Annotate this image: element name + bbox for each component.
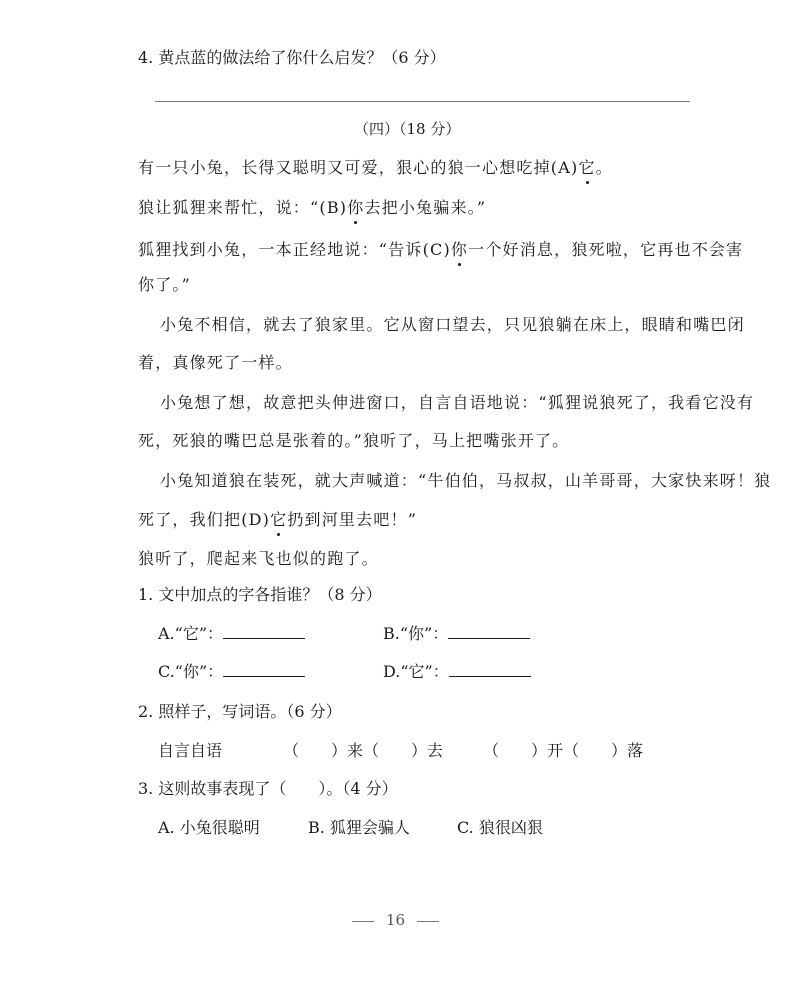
- text-segment: 有一只小兔，长得又聪明又可爱，狠心的狼一心想吃掉(A): [138, 158, 579, 177]
- question-2-prompt: 2. 照样子，写词语。（6 分）: [138, 702, 342, 721]
- story-paragraph-1: [138, 155, 613, 178]
- question-3-prompt: 3. 这则故事表现了（ ）。（4 分）: [138, 779, 398, 798]
- page-number-footer: [340, 911, 451, 929]
- option-label: D.“它”：: [383, 662, 449, 681]
- dotted-word-b: 你: [347, 195, 364, 218]
- section-divider: [155, 101, 690, 102]
- answer-blank-b[interactable]: [448, 624, 530, 639]
- text-segment: 狼让狐狸来帮忙，说：“(B): [138, 198, 348, 217]
- question-2-example: 自言自语: [158, 741, 223, 760]
- text-segment: 去把小兔骗来。”: [364, 198, 487, 217]
- question-3-option-c[interactable]: C. 狼很凶狠: [457, 818, 543, 837]
- story-paragraph-3-line-2: 你了。”: [138, 275, 191, 294]
- answer-blank-c[interactable]: [223, 662, 305, 677]
- question-4: 4. 黄点蓝的做法给了你什么启发？（6 分）: [138, 48, 446, 67]
- question-1-prompt: 1. 文中加点的字各指谁？（8 分）: [138, 585, 382, 604]
- dotted-word-a: 它: [578, 155, 595, 178]
- story-paragraph-5-line-2: 死，死狼的嘴巴总是张着的。”狼听了，马上把嘴张开了。: [138, 431, 570, 450]
- story-paragraph-5-line-1: 小兔想了想，故意把头伸进窗口，自言自语地说：“狐狸说狼死了，我看它没有: [160, 393, 755, 412]
- question-2-item-2[interactable]: （ ）开（ ）落: [483, 741, 644, 760]
- question-1-option-a: [158, 624, 305, 644]
- story-paragraph-2: [138, 195, 486, 218]
- text-segment: 一个好消息，狼死啦，它再也不会害: [468, 240, 744, 259]
- story-paragraph-3-line-1: [138, 237, 743, 260]
- text-segment: 扔到河里去吧！”: [287, 510, 418, 529]
- question-2-item-1[interactable]: （ ）来（ ）去: [283, 741, 444, 760]
- section-title: （四）（18 分）: [354, 120, 461, 138]
- story-paragraph-7: 狼听了，爬起来飞也似的跑了。: [138, 549, 379, 568]
- option-label: B.“你”：: [383, 624, 449, 643]
- dotted-word-c: 你: [451, 237, 468, 260]
- story-paragraph-4-line-2: 着，真像死了一样。: [138, 353, 293, 372]
- answer-blank-d[interactable]: [449, 662, 531, 677]
- text-segment: 死了，我们把(D): [138, 510, 271, 529]
- right-dash: [417, 921, 439, 922]
- question-1-option-d: [383, 662, 531, 682]
- story-paragraph-4-line-1: 小兔不相信，就去了狼家里。它从窗口望去，只见狼躺在床上，眼睛和嘴巴闭: [160, 315, 745, 334]
- question-3-option-a[interactable]: A. 小兔很聪明: [158, 818, 260, 837]
- story-paragraph-6-line-1: 小兔知道狼在装死，就大声喊道：“牛伯伯，马叔叔，山羊哥哥，大家快来呀！狼: [160, 471, 772, 490]
- story-paragraph-6-line-2: [138, 507, 417, 530]
- question-3-option-b[interactable]: B. 狐狸会骗人: [308, 818, 410, 837]
- option-label: A.“它”：: [158, 624, 224, 643]
- question-1-option-c: [158, 662, 305, 682]
- dotted-word-d: 它: [270, 507, 287, 530]
- text-segment: 狐狸找到小兔，一本正经地说：“告诉(C): [138, 240, 451, 259]
- page-number: 16: [386, 911, 406, 929]
- option-label: C.“你”：: [158, 662, 224, 681]
- text-segment: 。: [595, 158, 613, 177]
- left-dash: [352, 921, 374, 922]
- answer-blank-a[interactable]: [223, 624, 305, 639]
- question-1-option-b: [383, 624, 530, 644]
